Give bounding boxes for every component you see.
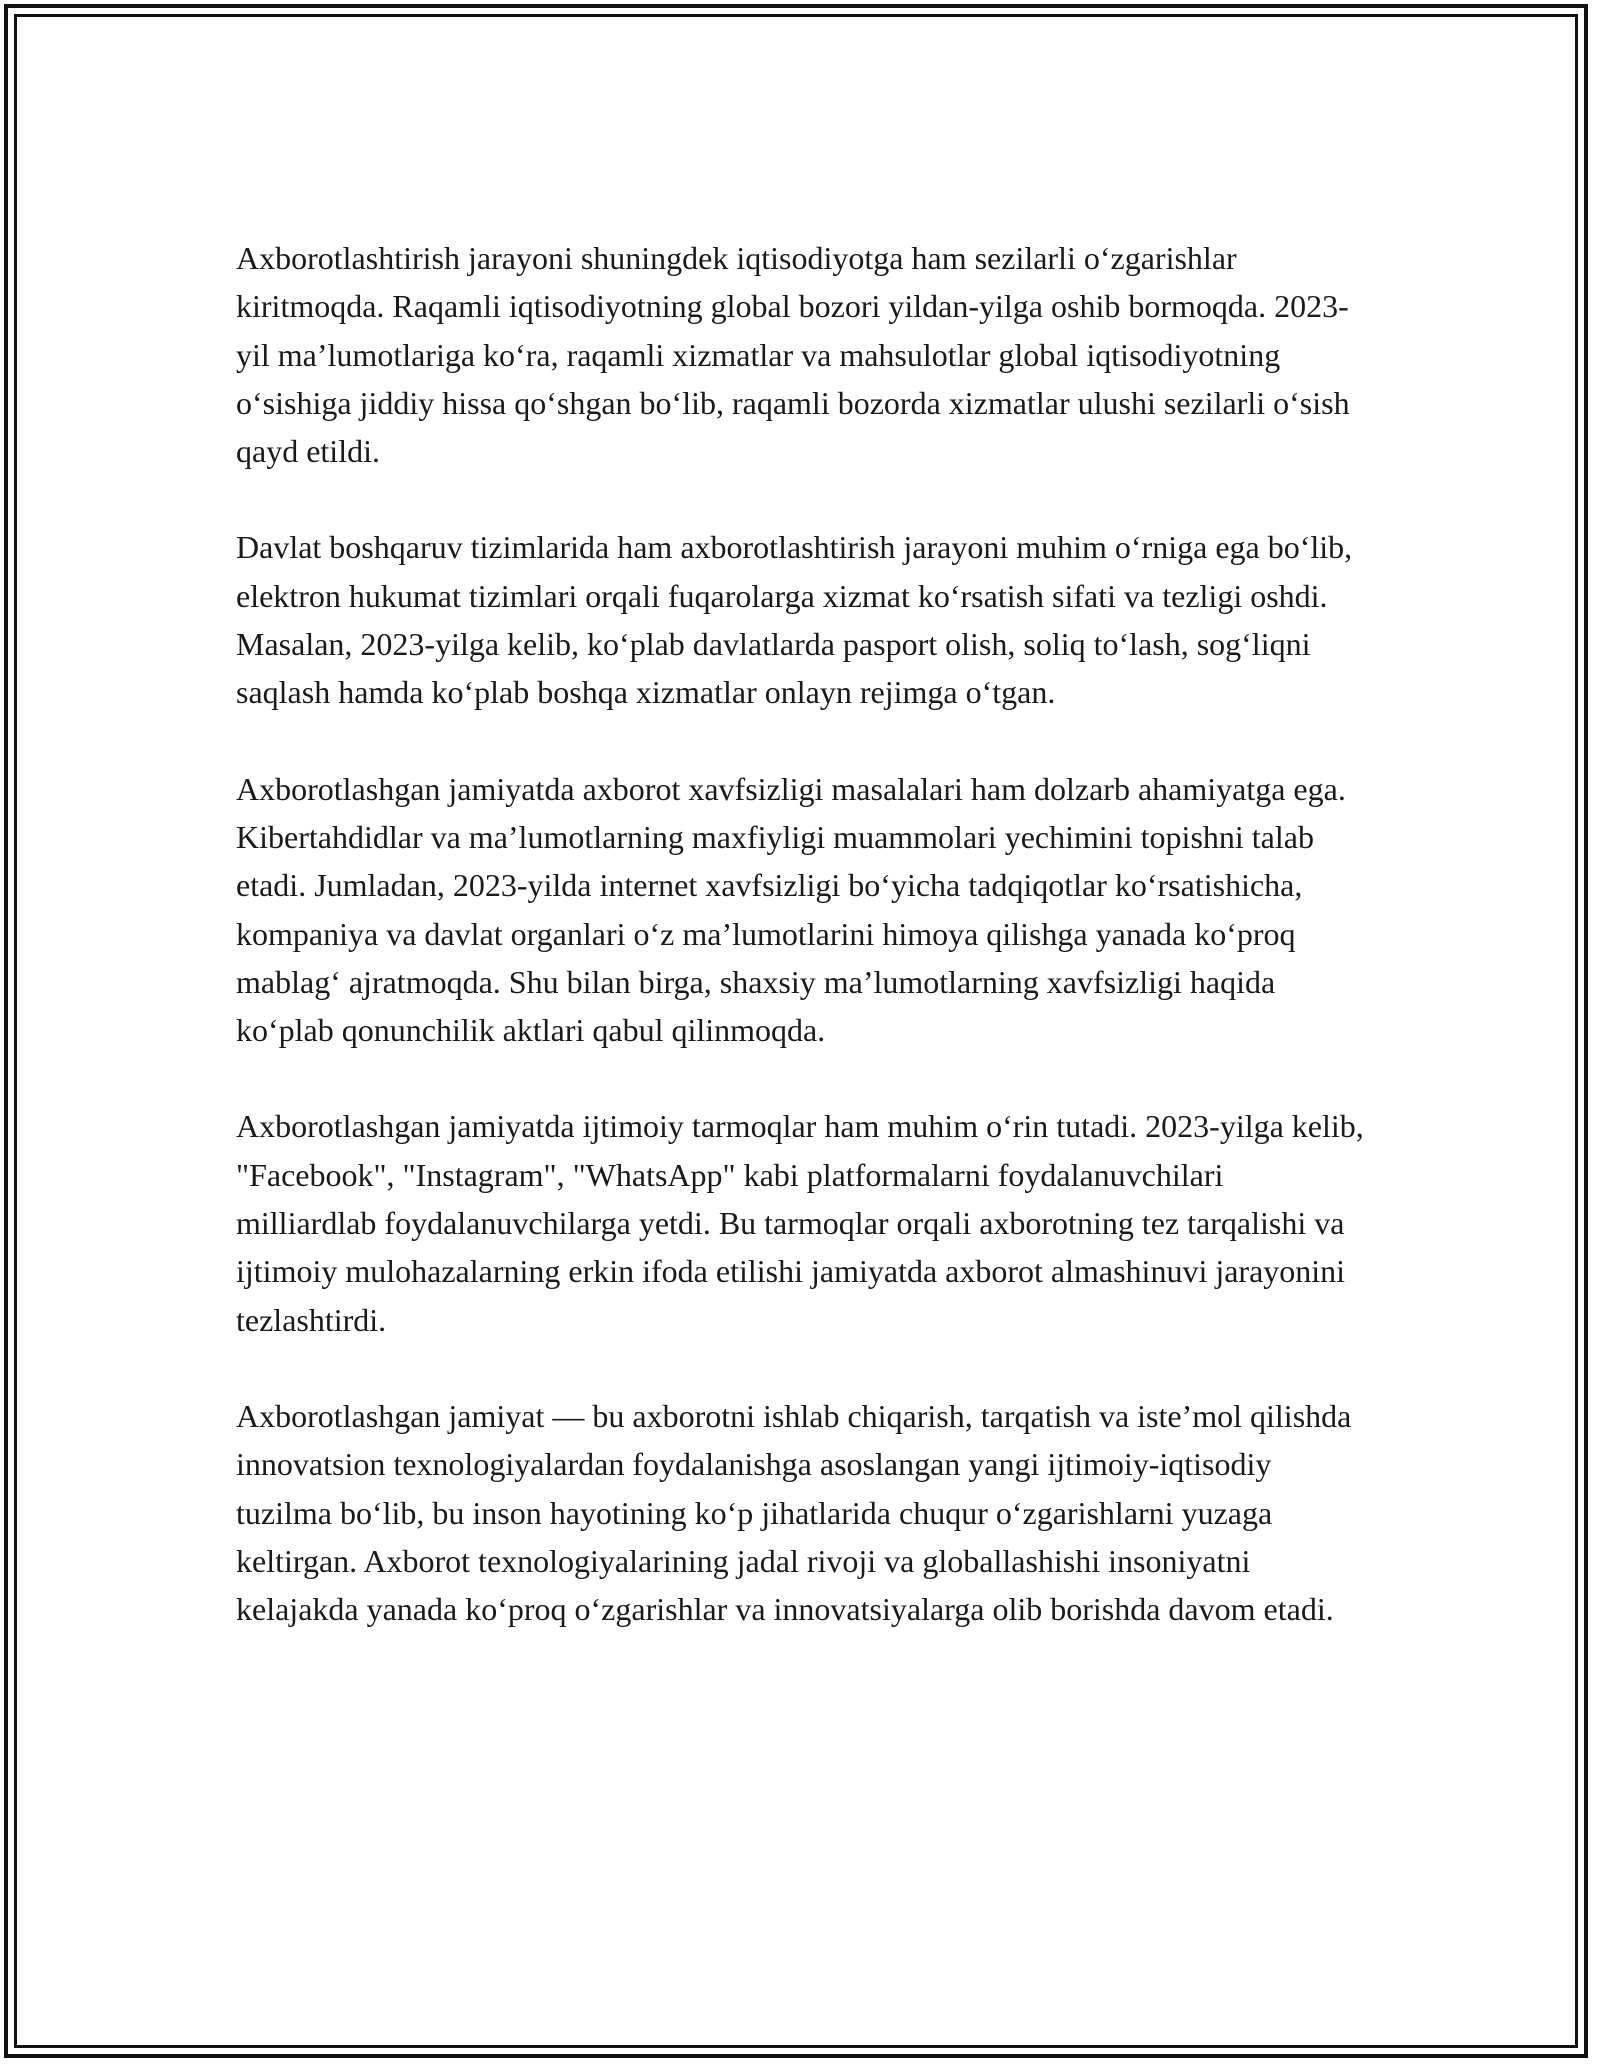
document-body (236, 234, 1370, 1681)
paragraph-economy: Axborotlashtirish jarayoni shuningdek iqtisodiyotga ham sezilarli o‘zgarishlar kiritmoqda. Raqamli iqtisodiyotning global bozori yildan-yilga oshib bormoqda. 2023-yil ma’lumotlariga ko‘ra, raqamli xizmatlar va mahsulotlar global iqtisodiyotning o‘sishiga jiddiy hissa qo‘shgan bo‘lib, raqamli bozorda xizmatlar ulushi sezilarli o‘sish qayd etildi. (236, 240, 1350, 470)
paragraph-government: Davlat boshqaruv tizimlarida ham axborotlashtirish jarayoni muhim o‘rniga ega bo‘lib, elektron hukumat tizimlari orqali fuqarolarga xizmat ko‘rsatish sifati va tezligi oshdi. Masalan, 2023-yilga kelib, ko‘plab davlatlarda pasport olish, soliq to‘lash, sog‘liqni saqlash hamda ko‘plab boshqa xizmatlar onlayn rejimga o‘tgan. (236, 529, 1353, 711)
paragraph-conclusion: Axborotlashgan jamiyat — bu axborotni ishlab chiqarish, tarqatish va iste’mol qilishda innovatsion texnologiyalardan foydalanishga asoslangan yangi ijtimoiy-iqtisodiy tuzilma bo‘lib, bu inson hayotining ko‘p jihatlarida chuqur o‘zgarishlarni yuzaga keltirgan. Axborot texnologiyalarining jadal rivoji va globallashishi insoniyatni kelajakda yanada ko‘proq o‘zgarishlar va innovatsiyalarga olib borishda davom etadi. (236, 1397, 1352, 1628)
paragraph-social-networks: Axborotlashgan jamiyatda ijtimoiy tarmoqlar ham muhim o‘rin tutadi. 2023-yilga kelib, "Facebook", "Instagram", "WhatsApp" kabi platformalarni foydalanuvchilari milliardlab foydalanuvchilarga yetdi. Bu tarmoqlar orqali axborotning tez tarqalishi va ijtimoiy mulohazalarning erkin ifoda etilishi jamiyatda axborot almashinuvi jarayonini tezlashtirdi. (236, 1108, 1364, 1338)
paragraph-security: Axborotlashgan jamiyatda axborot xavfsizligi masalalari ham dolzarb ahamiyatga ega. Kibertahdidlar va ma’lumotlarning maxfiyligi muammolari yechimini topishni talab etadi. Jumladan, 2023-yilda internet xavfsizligi bo‘yicha tadqiqotlar ko‘rsatishicha, kompaniya va davlat organlari o‘z ma’lumotlarini himoya qilishga yanada ko‘proq mablag‘ ajratmoqda. Shu bilan birga, shaxsiy ma’lumotlarning xavfsizligi haqida ko‘plab qonunchilik aktlari qabul qilinmoqda. (236, 770, 1346, 1049)
